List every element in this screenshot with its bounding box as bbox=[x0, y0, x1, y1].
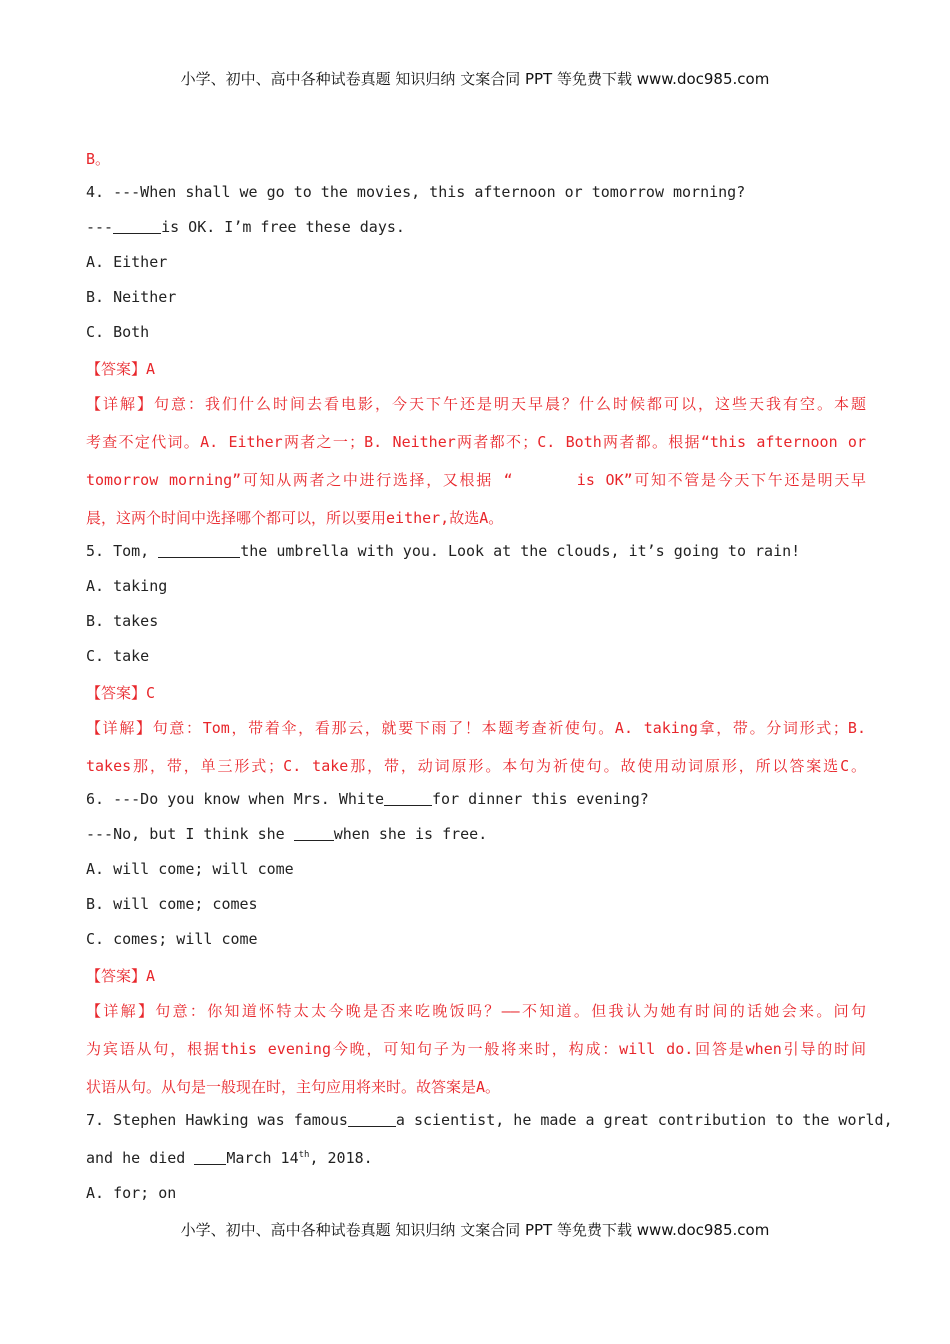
q7-line1-post: a scientist, he made a great contribution to the world, bbox=[395, 1111, 893, 1129]
q7-line2-end: , 2018. bbox=[309, 1149, 373, 1167]
page-footer: 小学、初中、高中各种试卷真题 知识归纳 文案合同 PPT 等免费下载 www.doc985.com bbox=[180, 1221, 770, 1239]
q6-option-c: C. comes; will come bbox=[86, 930, 258, 948]
q7-line1 bbox=[86, 1111, 893, 1129]
q4-detail-3: tomorrow morning”可知从两者之中进行选择，又根据 “ is OK”可知不管是今天下午还是明天早 bbox=[86, 471, 866, 489]
q4-detail-2: 考查不定代词。A. Either两者之一；B. Neither两者都不；C. Both两者都。根据“this afternoon or bbox=[86, 433, 866, 451]
q6-detail-1: 【详解】句意：你知道怀特太太今晚是否来吃晚饭吗？——不知道。但我认为她有时间的话她会来。问句 bbox=[86, 1002, 866, 1020]
q7-line1-pre: 7. Stephen Hawking was famous bbox=[86, 1111, 348, 1129]
q4-line2-post: is OK. I’m free these days. bbox=[161, 218, 405, 236]
q4-option-b: B. Neither bbox=[86, 288, 177, 306]
q5-line1-post: the umbrella with you. Look at the clouds, it’s going to rain! bbox=[240, 542, 801, 560]
q7-line2-post: March 14 bbox=[226, 1149, 299, 1167]
q7-line2-pre: and he died bbox=[86, 1149, 195, 1167]
q6-line2-post: when she is free. bbox=[333, 825, 488, 843]
q6-line1 bbox=[86, 790, 866, 808]
q6-line2-pre: ---No, but I think she bbox=[86, 825, 294, 843]
q7-blank-2 bbox=[194, 1149, 226, 1165]
q6-option-a: A. will come; will come bbox=[86, 860, 294, 878]
q4-answer: 【答案】A bbox=[86, 360, 156, 378]
q4-option-c: C. Both bbox=[86, 323, 150, 341]
q4-line2-pre: --- bbox=[86, 218, 114, 236]
q7-blank-1 bbox=[348, 1111, 396, 1127]
q6-line1-post: for dinner this evening? bbox=[432, 790, 649, 808]
q6-answer: 【答案】A bbox=[86, 967, 156, 985]
q5-answer: 【答案】C bbox=[86, 684, 156, 702]
previous-answer-tail: B。 bbox=[86, 150, 111, 168]
q4-detail-4: 晨，这两个时间中选择哪个都可以，所以要用either,故选A。 bbox=[86, 509, 504, 527]
q5-option-a: A. taking bbox=[86, 577, 168, 595]
page-header: 小学、初中、高中各种试卷真题 知识归纳 文案合同 PPT 等免费下载 www.doc985.com bbox=[180, 70, 770, 88]
q5-blank bbox=[158, 542, 240, 558]
q6-blank-1 bbox=[384, 790, 432, 806]
q5-detail-1: 【详解】句意：Tom，带着伞，看那云，就要下雨了！本题考查祈使句。A. taking拿，带。分词形式；B. bbox=[86, 719, 866, 737]
q4-option-a: A. Either bbox=[86, 253, 168, 271]
q7-line2 bbox=[86, 1149, 866, 1167]
q6-option-b: B. will come; comes bbox=[86, 895, 258, 913]
q7-superscript: th bbox=[298, 1150, 310, 1160]
q5-option-c: C. take bbox=[86, 647, 150, 665]
q6-detail-3: 状语从句。从句是一般现在时，主句应用将来时。故答案是A。 bbox=[86, 1078, 501, 1096]
q6-line2 bbox=[86, 825, 866, 843]
q5-detail-2: takes那，带，单三形式；C. take那，带，动词原形。本句为祈使句。故使用动词原形，所以答案选C。 bbox=[86, 757, 866, 775]
q4-blank bbox=[113, 218, 161, 234]
q4-line2 bbox=[86, 218, 866, 236]
q5-line1 bbox=[86, 542, 866, 560]
q5-option-b: B. takes bbox=[86, 612, 159, 630]
q6-blank-2 bbox=[294, 825, 334, 841]
q6-line1-pre: 6. ---Do you know when Mrs. White bbox=[86, 790, 385, 808]
q6-detail-2: 为宾语从句，根据this evening今晚，可知句子为一般将来时，构成：will do.回答是when引导的时间 bbox=[86, 1040, 866, 1058]
q4-detail-1: 【详解】句意：我们什么时间去看电影，今天下午还是明天早晨？什么时候都可以，这些天我有空。本题 bbox=[86, 395, 866, 413]
q7-option-a: A. for; on bbox=[86, 1184, 177, 1202]
q5-line1-pre: 5. Tom, bbox=[86, 542, 159, 560]
q4-line1: 4. ---When shall we go to the movies, this afternoon or tomorrow morning? bbox=[86, 183, 746, 201]
